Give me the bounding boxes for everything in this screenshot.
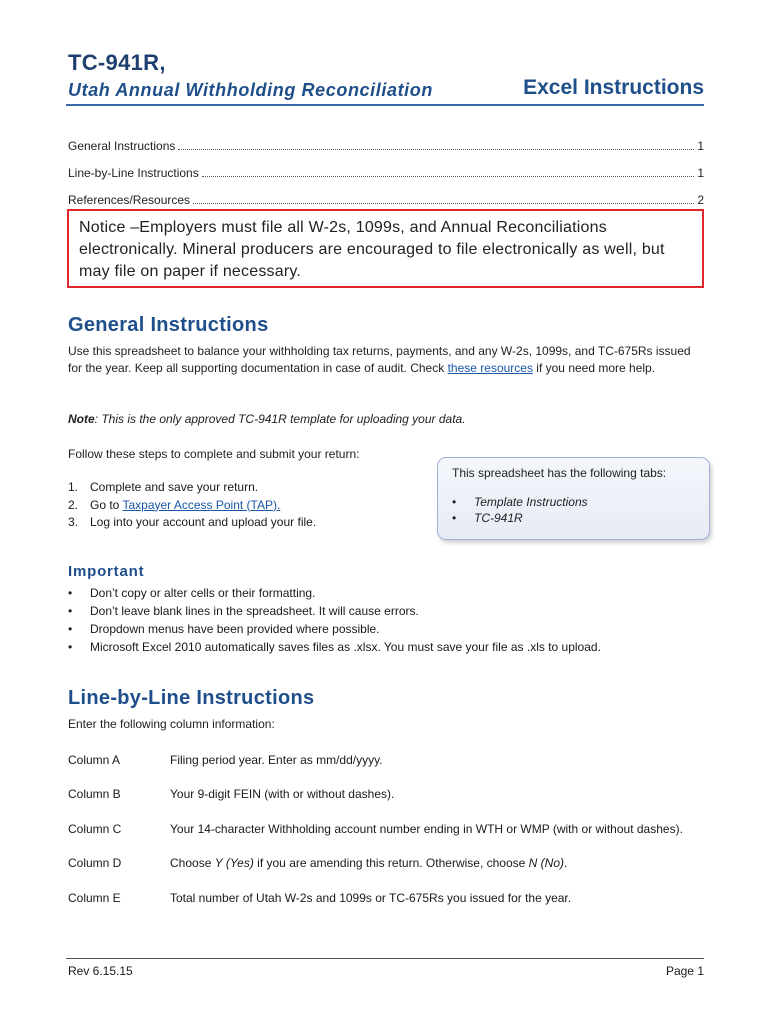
step-text: Log into your account and upload your file. <box>90 515 317 529</box>
step-number: 3. <box>68 515 79 529</box>
footer-divider <box>66 958 704 959</box>
column-row <box>68 786 704 802</box>
column-row <box>68 752 704 768</box>
form-number: TC-941R, <box>68 50 166 75</box>
column-desc <box>170 890 704 906</box>
desc-text: Filing period year. Enter as mm/dd/yyyy. <box>170 753 383 767</box>
bullet-icon: • <box>68 640 73 654</box>
revision-label: Rev 6.15.15 <box>68 964 133 978</box>
note-text: : This is the only approved TC-941R template for uploading your data. <box>94 412 466 426</box>
toc-label[interactable]: References/Resources <box>68 193 191 207</box>
doc-type-title: Excel Instructions <box>523 76 704 99</box>
notice-box: Notice –Employers must file all W-2s, 1099s, and Annual Reconciliations electronically. Mineral producers are encouraged to file electronically as well, but may file on paper if necessary. <box>67 209 704 288</box>
list-item <box>68 479 316 497</box>
list-item <box>68 602 601 620</box>
tap-link[interactable]: Taxpayer Access Point (TAP). <box>122 497 281 512</box>
toc-page-number: 1 <box>697 166 704 180</box>
toc-label[interactable]: Line-by-Line Instructions <box>68 166 199 180</box>
bullet-icon: • <box>452 511 457 525</box>
bullet-icon: • <box>68 586 73 600</box>
desc-text: if you are amending this return. Otherwise, choose <box>253 856 529 870</box>
column-name: Column A <box>68 753 121 767</box>
desc-text: Your 9-digit FEIN (with or without dashes). <box>170 787 395 801</box>
important-heading: Important <box>68 563 145 580</box>
steps-list <box>68 479 316 532</box>
table-of-contents <box>68 126 704 207</box>
step-text: Complete and save your return. <box>90 480 259 494</box>
general-intro <box>68 343 704 377</box>
emphasis-text: Y (Yes) <box>214 856 254 870</box>
toc-leader <box>193 203 694 204</box>
important-text: Dropdown menus have been provided where possible. <box>90 622 380 636</box>
toc-leader <box>178 149 694 150</box>
desc-text: Choose <box>170 856 215 870</box>
list-item <box>68 497 316 515</box>
page-number: Page 1 <box>665 964 704 978</box>
list-item <box>68 514 316 532</box>
column-desc <box>170 855 704 871</box>
spreadsheet-tabs-callout <box>437 457 710 540</box>
form-title: Utah Annual Withholding Reconciliation <box>68 80 433 100</box>
list-item <box>452 494 695 510</box>
emphasis-text: N (No) <box>528 856 564 870</box>
column-desc <box>170 752 704 768</box>
tabs-list <box>452 494 695 526</box>
column-name: Column E <box>68 891 121 905</box>
important-text: Don’t leave blank lines in the spreadsheet. It will cause errors. <box>90 604 419 618</box>
line-by-line-heading: Line-by-Line Instructions <box>68 687 315 709</box>
general-intro-text: Use this spreadsheet to balance your withholding tax returns, payments, and any W-2s, 1099s, and TC-675Rs issued for the year. Keep all supporting documentation in case of audit. Check <box>68 344 691 375</box>
toc-page-number: 1 <box>697 139 704 153</box>
important-list <box>68 584 601 656</box>
line-by-line-intro: Enter the following column information: <box>68 717 275 731</box>
these-resources-link[interactable]: these resources <box>447 361 533 375</box>
note-label: Note <box>68 412 95 426</box>
bullet-icon: • <box>68 622 73 636</box>
column-desc <box>170 786 704 802</box>
step-number: 1. <box>68 480 79 494</box>
toc-item[interactable] <box>68 126 704 153</box>
steps-intro: Follow these steps to complete and submit your return: <box>68 447 360 461</box>
tab-name: TC-941R <box>474 511 523 525</box>
tab-name: Template Instructions <box>474 495 588 509</box>
column-desc <box>170 821 704 837</box>
list-item <box>68 620 601 638</box>
desc-text: . <box>564 856 568 870</box>
toc-leader <box>202 176 695 177</box>
bullet-icon: • <box>452 495 457 509</box>
toc-item[interactable] <box>68 153 704 180</box>
desc-text: Total number of Utah W-2s and 1099s or TC-675Rs you issued for the year. <box>170 891 572 905</box>
step-text: Go to <box>90 497 123 512</box>
important-text: Don’t copy or alter cells or their formatting. <box>90 586 316 600</box>
step-number: 2. <box>68 497 79 512</box>
list-item <box>68 584 601 602</box>
title-divider <box>66 104 704 106</box>
template-note <box>68 411 704 428</box>
list-item <box>452 510 695 526</box>
column-row <box>68 890 704 906</box>
column-name: Column D <box>68 856 122 870</box>
general-intro-text-end: if you need more help. <box>532 361 656 375</box>
important-text: Microsoft Excel 2010 automatically saves files as .xlsx. You must save your file as .xls to upload. <box>90 640 601 654</box>
column-name: Column C <box>68 822 122 836</box>
toc-label[interactable]: General Instructions <box>68 139 176 153</box>
general-instructions-heading: General Instructions <box>68 314 269 336</box>
toc-item[interactable] <box>68 180 704 207</box>
column-row <box>68 855 704 871</box>
list-item <box>68 638 601 656</box>
bullet-icon: • <box>68 604 73 618</box>
column-name: Column B <box>68 787 121 801</box>
column-row <box>68 821 704 837</box>
toc-page-number: 2 <box>697 193 704 207</box>
desc-text: Your 14-character Withholding account number ending in WTH or WMP (with or without dashes). <box>170 822 683 836</box>
callout-title: This spreadsheet has the following tabs: <box>452 466 667 480</box>
